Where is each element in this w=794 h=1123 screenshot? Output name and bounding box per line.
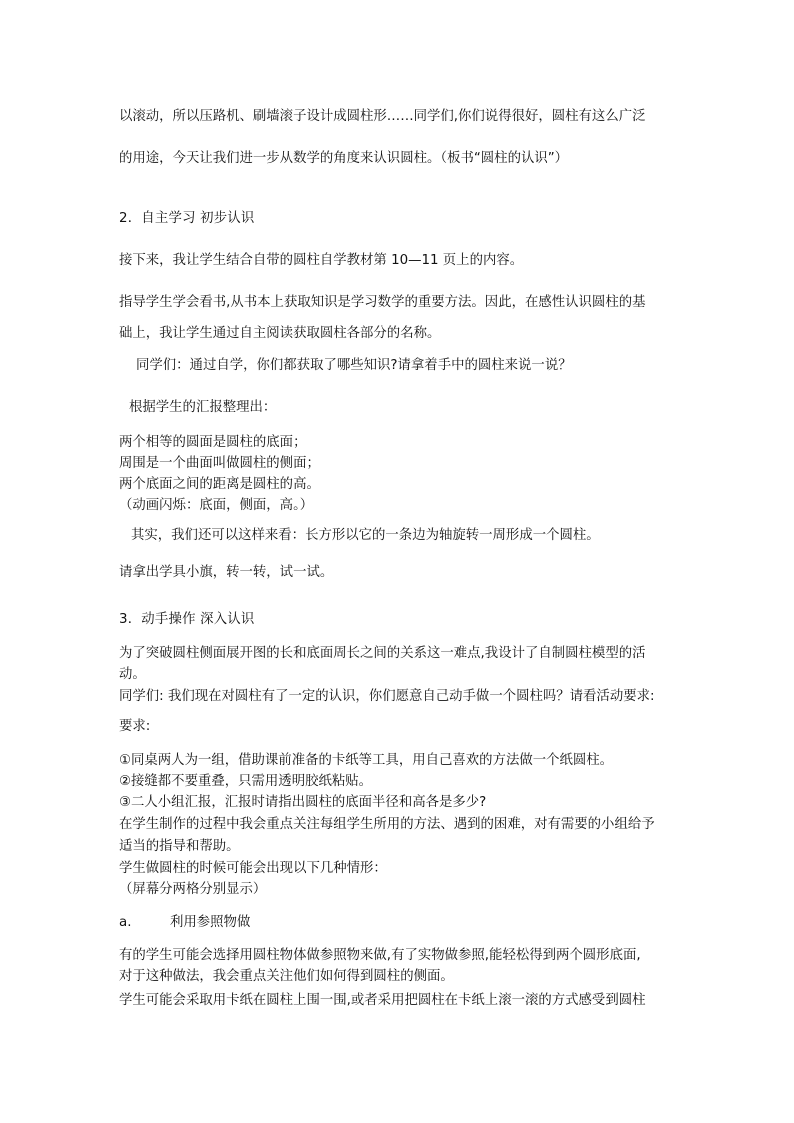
list-item: ②接缝都不要重叠，只需用透明胶纸粘贴。 — [119, 774, 373, 789]
paragraph-line: 的用途，今天让我们进一步从数学的角度来认识圆柱。（板书“圆柱的认识”） — [119, 151, 569, 166]
paragraph-line: 学生可能会采取用卡纸在圆柱上围一围,或者采用把圆柱在卡纸上滚一滚的方式感受到圆柱 — [119, 993, 646, 1008]
paragraph-line: 根据学生的汇报整理出： — [129, 400, 277, 415]
section-heading-3: 3．动手操作 深入认识 — [119, 612, 255, 627]
paragraph-line: 有的学生可能会选择用圆柱物体做参照物来做,有了实物做参照,能轻松得到两个圆形底面, — [119, 948, 641, 963]
paragraph-line: 同学们: 我们现在对圆柱有了一定的认识，你们愿意自己动手做一个圆柱吗？请看活动要求: — [119, 689, 655, 704]
paragraph-line: 接下来，我让学生结合自带的圆柱自学教材第 10—11 页上的内容。 — [119, 253, 524, 268]
paragraph-line: 对于这种做法，我会重点关注他们如何得到圆柱的侧面。 — [119, 969, 454, 984]
list-item: 周围是一个曲面叫做圆柱的侧面； — [119, 456, 320, 471]
paragraph-line: 指导学生学会看书,从书本上获取知识是学习数学的重要方法。因此，在感性认识圆柱的基 — [119, 295, 646, 310]
paragraph-line: 其实，我们还可以这样来看：长方形以它的一条边为轴旋转一周形成一个圆柱。 — [131, 528, 600, 543]
paragraph-line: 学生做圆柱的时候可能会出现以下几种情形： — [119, 861, 387, 876]
paragraph-line: 础上，我让学生通过自主阅读获取圆柱各部分的名称。 — [119, 326, 441, 341]
list-item: ①同桌两人为一组，借助课前准备的卡纸等工具，用自己喜欢的方法做一个纸圆柱。 — [119, 753, 614, 768]
paragraph-line: （屏幕分两格分别显示） — [119, 882, 267, 897]
paragraph-line: 在学生制作的过程中我会重点关注每组学生所用的方法、遇到的困难，对有需要的小组给予 — [119, 817, 655, 832]
list-label-a: a. — [119, 915, 132, 930]
paragraph-line: 请拿出学具小旗，转一转，试一试。 — [119, 565, 334, 580]
paragraph-line: 要求: — [119, 719, 151, 734]
section-heading-2: 2．自主学习 初步认识 — [119, 211, 255, 226]
paragraph-line: 为了突破圆柱侧面展开图的长和底面周长之间的关系这一难点,我设计了自制圆柱模型的活 — [119, 646, 646, 661]
paragraph-line: 同学们：通过自学，你们都获取了哪些知识?请拿着手中的圆柱来说一说？ — [136, 358, 572, 373]
paragraph-line: 动。 — [119, 667, 146, 682]
list-item: 两个底面之间的距离是圆柱的高。 — [119, 477, 320, 492]
list-item-a-text: 利用参照物做 — [170, 915, 251, 930]
list-item: 两个相等的圆面是圆柱的底面； — [119, 435, 307, 450]
paragraph-line: 适当的指导和帮助。 — [119, 839, 240, 854]
list-item: ③二人小组汇报，汇报时请指出圆柱的底面半径和高各是多少? — [119, 795, 487, 810]
list-item: （动画闪烁：底面，侧面，高。） — [119, 498, 314, 513]
paragraph-line: 以滚动，所以压路机、刷墙滚子设计成圆柱形……同学们,你们说得很好，圆柱有这么广泛 — [119, 109, 646, 124]
